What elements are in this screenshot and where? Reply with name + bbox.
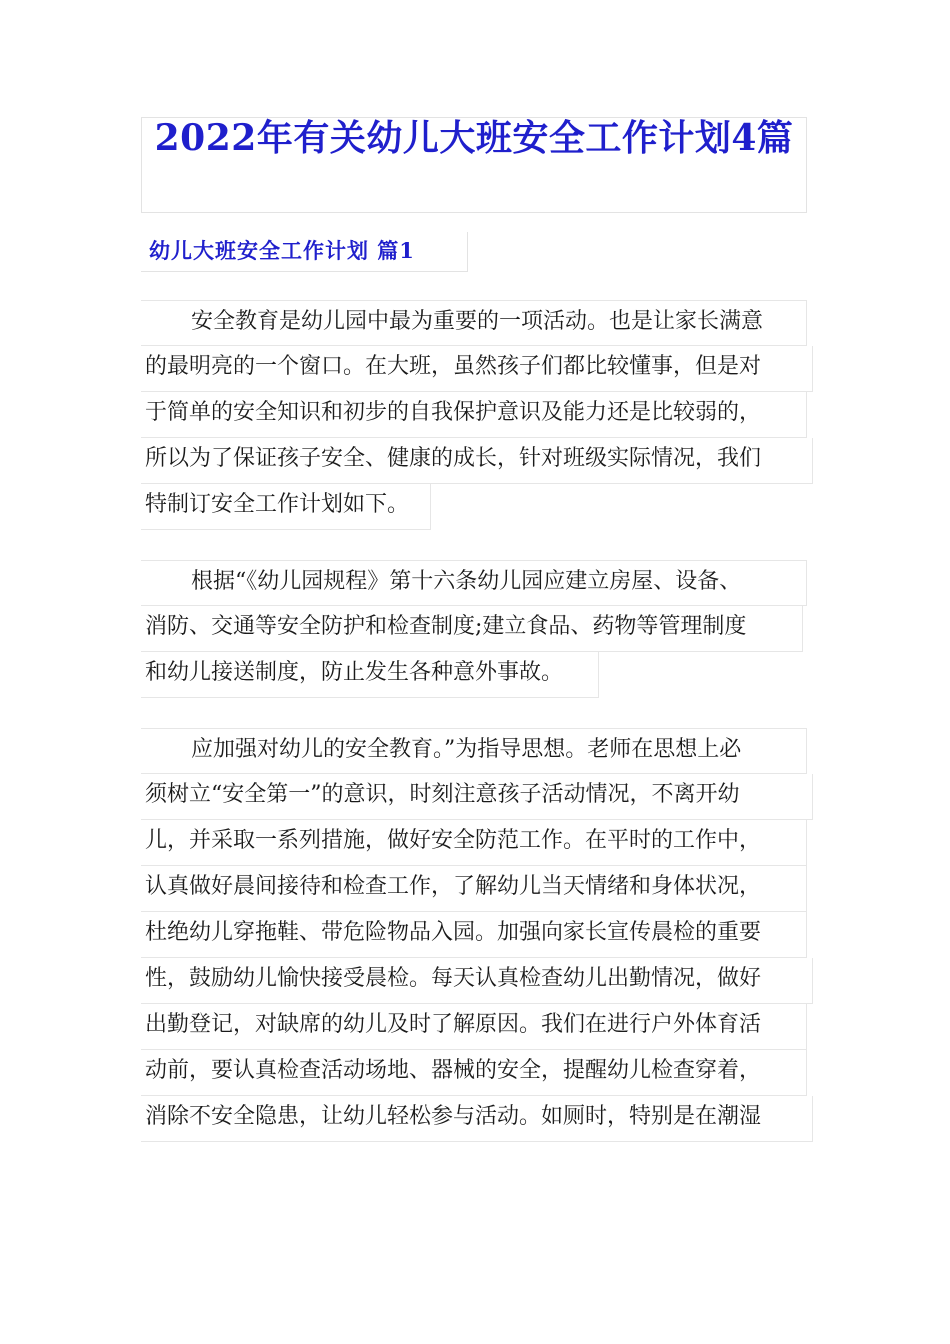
title-box (141, 117, 807, 213)
paragraph-2-line-1: 根据“《幼儿园规程》第十六条幼儿园应建立房屋、设备、 (141, 560, 807, 606)
paragraph-1-line-5: 特制订安全工作计划如下。 (141, 484, 431, 530)
paragraph-1-line-4: 所以为了保证孩子安全、健康的成长，针对班级实际情况，我们 (141, 438, 813, 484)
paragraph-3-line-2: 须树立“安全第一”的意识，时刻注意孩子活动情况，不离开幼 (141, 774, 813, 820)
paragraph-3-line-4: 认真做好晨间接待和检查工作，了解幼儿当天情绪和身体状况， (141, 866, 807, 912)
paragraph-1-line-1: 安全教育是幼儿园中最为重要的一项活动。也是让家长满意 (141, 300, 807, 346)
paragraph-3-line-1: 应加强对幼儿的安全教育。”为指导思想。老师在思想上必 (141, 728, 807, 774)
paragraph-3-line-7: 出勤登记，对缺席的幼儿及时了解原因。我们在进行户外体育活 (141, 1004, 807, 1050)
paragraph-1-line-2: 的最明亮的一个窗口。在大班，虽然孩子们都比较懂事，但是对 (141, 346, 813, 392)
paragraph-3-line-3: 儿，并采取一系列措施，做好安全防范工作。在平时的工作中， (141, 820, 807, 866)
paragraph-2-line-2: 消防、交通等安全防护和检查制度;建立食品、药物等管理制度 (141, 606, 803, 652)
section-heading-box (141, 232, 468, 272)
paragraph-1-line-3: 于简单的安全知识和初步的自我保护意识及能力还是比较弱的， (141, 392, 807, 438)
paragraph-3-line-5: 杜绝幼儿穿拖鞋、带危险物品入园。加强向家长宣传晨检的重要 (141, 912, 807, 958)
document-title: 2022年有关幼儿大班安全工作计划4篇 (154, 117, 794, 159)
paragraph-2-line-3: 和幼儿接送制度，防止发生各种意外事故。 (141, 652, 599, 698)
paragraph-3-line-9: 消除不安全隐患，让幼儿轻松参与活动。如厕时，特别是在潮湿 (141, 1096, 813, 1142)
paragraph-3-line-6: 性，鼓励幼儿愉快接受晨检。每天认真检查幼儿出勤情况，做好 (141, 958, 813, 1004)
section-heading: 幼儿大班安全工作计划 篇1 (149, 238, 415, 263)
paragraph-3-line-8: 动前，要认真检查活动场地、器械的安全，提醒幼儿检查穿着， (141, 1050, 807, 1096)
